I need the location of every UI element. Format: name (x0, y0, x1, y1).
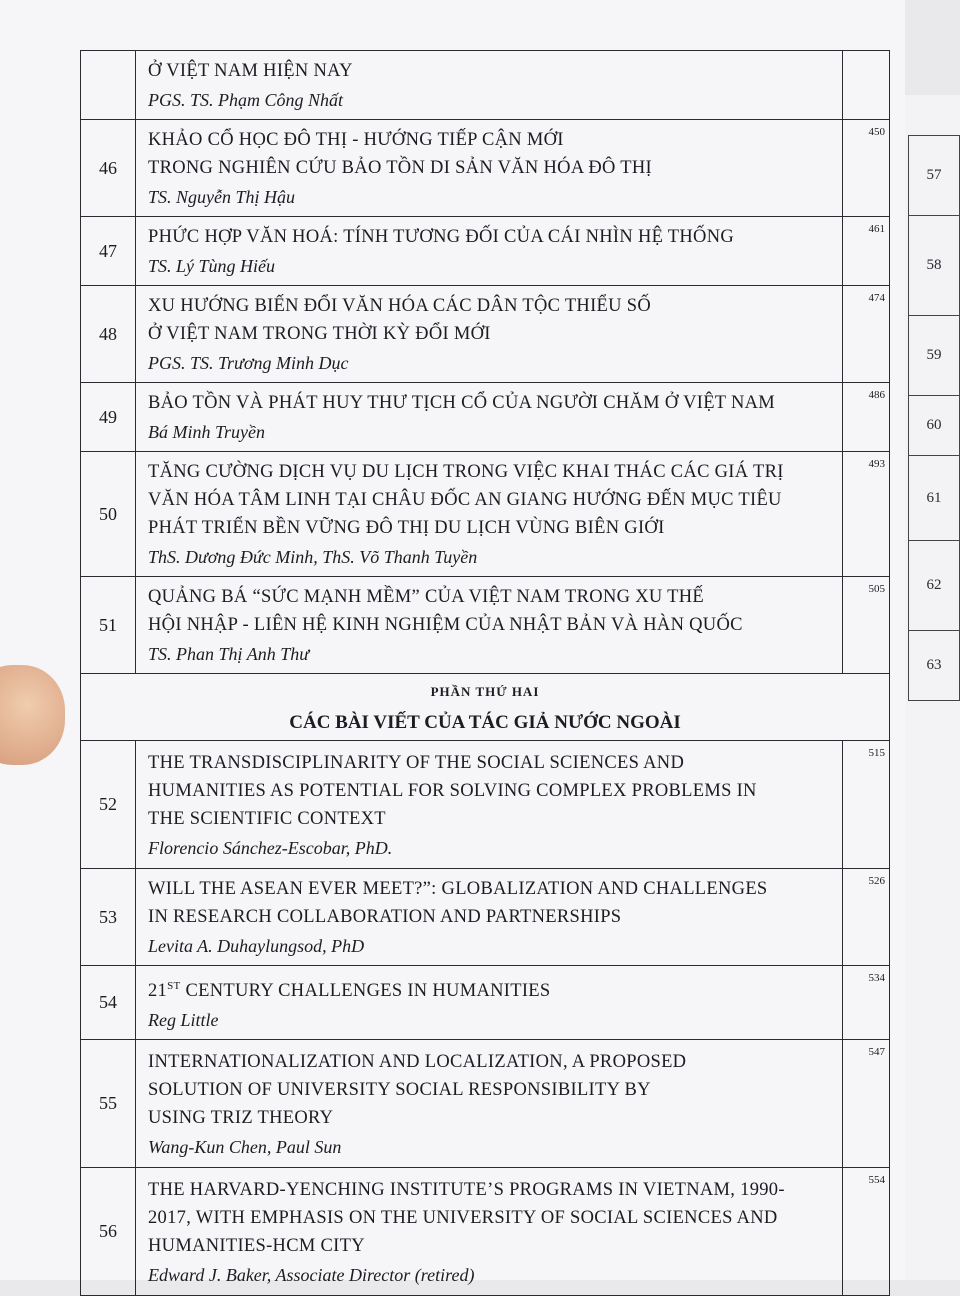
side-number: 60 (909, 396, 960, 456)
toc-page: 505 (843, 577, 890, 674)
toc-row (81, 577, 890, 674)
toc-title: 2017, WITH EMPHASIS ON THE UNIVERSITY OF SOCIAL SCIENCES AND (148, 1207, 778, 1228)
toc-page: 515 (843, 741, 890, 869)
toc-row (81, 741, 890, 869)
toc-title: HUMANITIES AS POTENTIAL FOR SOLVING COMPLEX PROBLEMS IN (148, 780, 757, 801)
toc-title-post: CENTURY CHALLENGES IN HUMANITIES (180, 981, 551, 1002)
toc-author: Florencio Sánchez-Escobar, PhD. (148, 837, 393, 858)
toc-number: 50 (81, 452, 136, 577)
toc-title-sup: ST (167, 980, 181, 992)
toc-number: 55 (81, 1040, 136, 1168)
toc-number: 46 (81, 120, 136, 217)
side-number: 62 (909, 541, 960, 631)
toc-title: INTERNATIONALIZATION AND LOCALIZATION, A PROPOSED (148, 1051, 687, 1072)
toc-page: 474 (843, 286, 890, 383)
toc-number: 49 (81, 383, 136, 452)
toc-title: HUMANITIES-HCM CITY (148, 1235, 365, 1256)
toc-number: 47 (81, 217, 136, 286)
toc-row (81, 120, 890, 217)
toc-title: KHẢO CỔ HỌC ĐÔ THỊ - HƯỚNG TIẾP CẬN MỚI (148, 130, 564, 150)
toc-row (81, 452, 890, 577)
toc-title (148, 972, 832, 1005)
toc-title: QUẢNG BÁ “SỨC MẠNH MỀM” CỦA VIỆT NAM TRONG XU THẾ (148, 587, 704, 607)
toc-title: THE TRANSDISCIPLINARITY OF THE SOCIAL SCIENCES AND (148, 752, 685, 773)
toc-title: IN RESEARCH COLLABORATION AND PARTNERSHIPS (148, 907, 622, 927)
toc-title: TRONG NGHIÊN CỨU BẢO TỒN DI SẢN VĂN HÓA ĐÔ THỊ (148, 158, 653, 178)
toc-title: WILL THE ASEAN EVER MEET?”: GLOBALIZATION AND CHALLENGES (148, 879, 768, 899)
toc-title: VĂN HÓA TÂM LINH TẠI CHÂU ĐỐC AN GIANG HƯỚNG ĐẾN MỤC TIÊU (148, 490, 782, 510)
toc-table (80, 50, 890, 1296)
toc-page: 554 (843, 1168, 890, 1296)
toc-author: ThS. Dương Đức Minh, ThS. Võ Thanh Tuyền (148, 547, 478, 567)
toc-page: 534 (843, 966, 890, 1040)
toc-title: THE HARVARD-YENCHING INSTITUTE’S PROGRAMS IN VIETNAM, 1990- (148, 1179, 785, 1200)
toc-row (81, 966, 890, 1040)
toc-page: 486 (843, 383, 890, 452)
toc-author: Wang-Kun Chen, Paul Sun (148, 1136, 342, 1157)
section-label: PHẦN THỨ HAI (430, 684, 540, 699)
toc-number: 53 (81, 869, 136, 966)
toc-page (843, 51, 890, 120)
toc-title: BẢO TỒN VÀ PHÁT HUY THƯ TỊCH CỔ CỦA NGƯỜI CHĂM Ở VIỆT NAM (148, 393, 776, 413)
toc-number: 51 (81, 577, 136, 674)
toc-number: 48 (81, 286, 136, 383)
toc-page: 547 (843, 1040, 890, 1168)
adjacent-page-table (908, 135, 960, 701)
toc-author: PGS. TS. Phạm Công Nhất (148, 90, 344, 110)
toc-row (81, 286, 890, 383)
toc-number (81, 51, 136, 120)
toc-title: TĂNG CƯỜNG DỊCH VỤ DU LỊCH TRONG VIỆC KHAI THÁC CÁC GIÁ TRỊ (148, 462, 784, 482)
toc-author: PGS. TS. Trương Minh Dục (148, 353, 349, 373)
side-number: 63 (909, 631, 960, 701)
section-title: CÁC BÀI VIẾT CỦA TÁC GIẢ NƯỚC NGOÀI (289, 712, 681, 733)
toc-number: 56 (81, 1168, 136, 1296)
side-number: 61 (909, 456, 960, 541)
toc-row (81, 217, 890, 286)
side-number: 57 (909, 136, 960, 216)
toc-author: TS. Nguyễn Thị Hậu (148, 187, 296, 207)
toc-title: SOLUTION OF UNIVERSITY SOCIAL RESPONSIBILITY BY (148, 1079, 651, 1100)
toc-row (81, 869, 890, 966)
toc-title: HỘI NHẬP - LIÊN HỆ KINH NGHIỆM CỦA NHẬT BẢN VÀ HÀN QUỐC (148, 615, 743, 635)
section-header-row (81, 674, 890, 741)
toc-number: 54 (81, 966, 136, 1040)
toc-author: Bá Minh Truyền (148, 422, 265, 442)
toc-number: 52 (81, 741, 136, 869)
toc-title: Ở VIỆT NAM TRONG THỜI KỲ ĐỔI MỚI (148, 324, 491, 344)
toc-row (81, 1168, 890, 1296)
toc-row (81, 51, 890, 120)
toc-author: Levita A. Duhaylungsod, PhD (148, 936, 365, 956)
side-number: 59 (909, 316, 960, 396)
toc-title: PHÁT TRIỂN BỀN VỮNG ĐÔ THỊ DU LỊCH VÙNG BIÊN GIỚI (148, 518, 665, 538)
toc-page: 450 (843, 120, 890, 217)
toc-page: 526 (843, 869, 890, 966)
toc-title: USING TRIZ THEORY (148, 1107, 334, 1128)
toc-author: Reg Little (148, 1010, 219, 1031)
toc-row (81, 1040, 890, 1168)
toc-title: PHỨC HỢP VĂN HOÁ: TÍNH TƯƠNG ĐỐI CỦA CÁI NHÌN HỆ THỐNG (148, 227, 735, 247)
toc-author: TS. Lý Tùng Hiếu (148, 256, 276, 276)
toc-row (81, 383, 890, 452)
toc-title: XU HƯỚNG BIẾN ĐỔI VĂN HÓA CÁC DÂN TỘC THIỂU SỐ (148, 296, 651, 316)
toc-author: Edward J. Baker, Associate Director (retired) (148, 1264, 475, 1285)
toc-author: TS. Phan Thị Anh Thư (148, 644, 310, 664)
toc-title: THE SCIENTIFIC CONTEXT (148, 808, 386, 829)
toc-title-pre: 21 (148, 981, 168, 1002)
toc-page: 461 (843, 217, 890, 286)
toc-page: 493 (843, 452, 890, 577)
side-number: 58 (909, 216, 960, 316)
toc-title: Ở VIỆT NAM HIỆN NAY (148, 61, 353, 81)
